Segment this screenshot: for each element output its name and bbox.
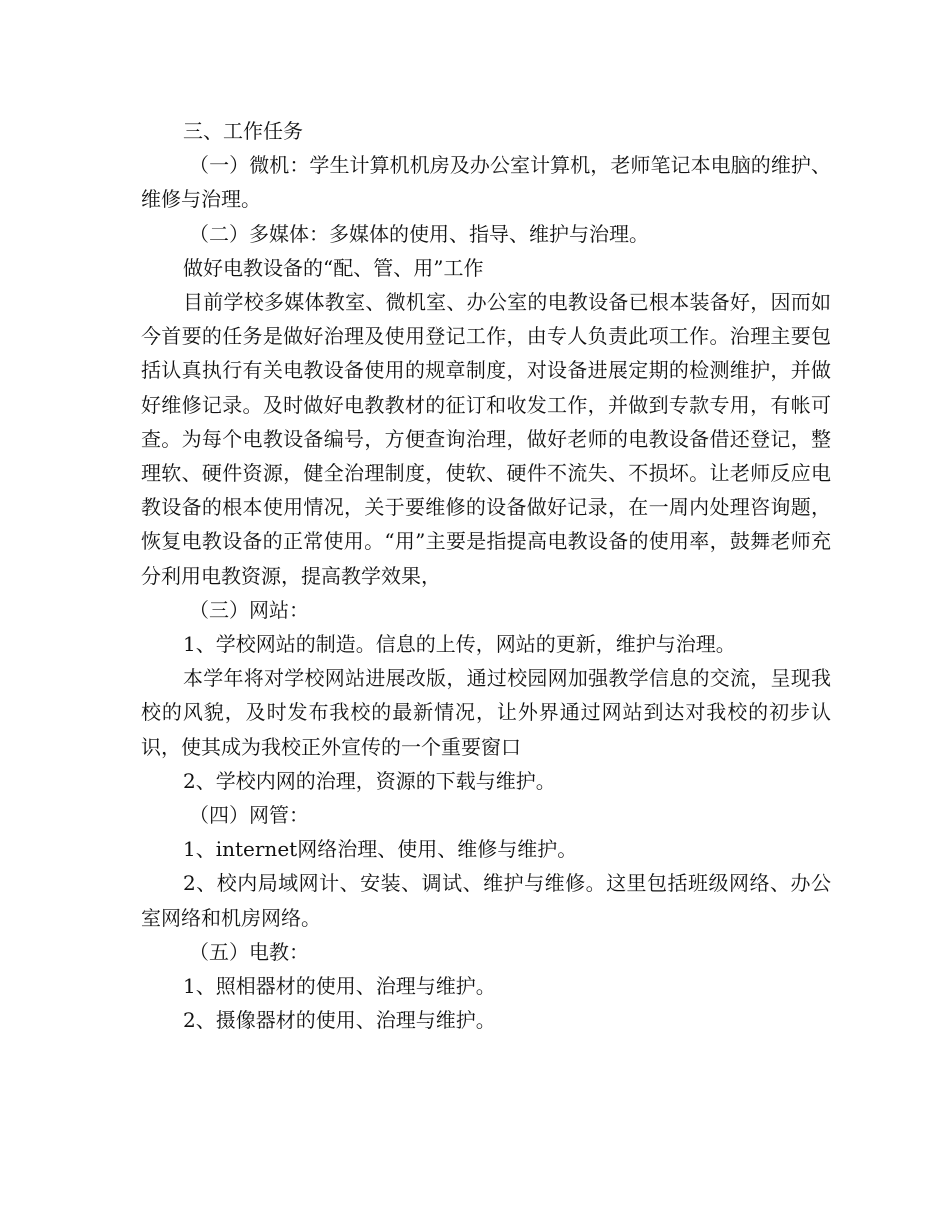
paragraph-network-item-2: 2、校内局域网计、安装、调试、维护与维修。这里包括班级网络、办公室网络和机房网络。: [141, 871, 831, 930]
paragraph-av-item-1: 1、照相器材的使用、治理与维护。: [183, 974, 496, 999]
subsection-av: （五）电教：: [189, 939, 309, 964]
section-heading-tasks: 三、工作任务: [183, 119, 303, 143]
subsection-computers: （一）微机：学生计算机机房及办公室计算机，老师笔记本电脑的维护、维修与治理。: [141, 153, 831, 212]
paragraph-website-item-1: 1、学校网站的制造。信息的上传，网站的更新，维护与治理。: [183, 632, 736, 657]
paragraph-network-item-1: 1、internet网络治理、使用、维修与维护。: [183, 837, 578, 862]
paragraph-website-item-2: 2、学校内网的治理，资源的下载与维护。: [183, 768, 556, 793]
paragraph-av-item-2: 2、摄像器材的使用、治理与维护。: [183, 1008, 496, 1033]
paragraph-equipment-heading: 做好电教设备的“配、管、用”工作: [183, 255, 484, 280]
subsection-network: （四）网管：: [189, 803, 309, 828]
subsection-website: （三）网站：: [189, 597, 309, 622]
paragraph-equipment-body: 目前学校多媒体教室、微机室、办公室的电教设备已根本装备好，因而如今首要的任务是做好治理及使用登记工作，由专人负责此项工作。治理主要包括认真执行有关电教设备使用的规章制度，对设备进展定期的检测维护，并做好维修记录。及时做好电教教材的征订和收发工作，并做到专款专用，有帐可查。为每个电教设备编号，方便查询治理，做好老师的电教设备借还登记，整理软、硬件资源，健全治理制度，使软、硬件不流失、不损坏。让老师反应电教设备的根本使用情况，关于要维修的设备做好记录，在一周内处理咨询题，恢复电教设备的正常使用。“用”主要是指提高电教设备的使用率，鼓舞老师充分利用电教资源，提高教学效果，: [141, 290, 831, 588]
subsection-multimedia: （二）多媒体：多媒体的使用、指导、维护与治理。: [189, 221, 649, 246]
document-body: [141, 114, 831, 1037]
paragraph-website-body: 本学年将对学校网站进展改版，通过校园网加强教学信息的交流，呈现我校的风貌，及时发布我校的最新情况，让外界通过网站到达对我校的初步认识，使其成为我校正外宣传的一个重要窗口: [141, 666, 831, 759]
